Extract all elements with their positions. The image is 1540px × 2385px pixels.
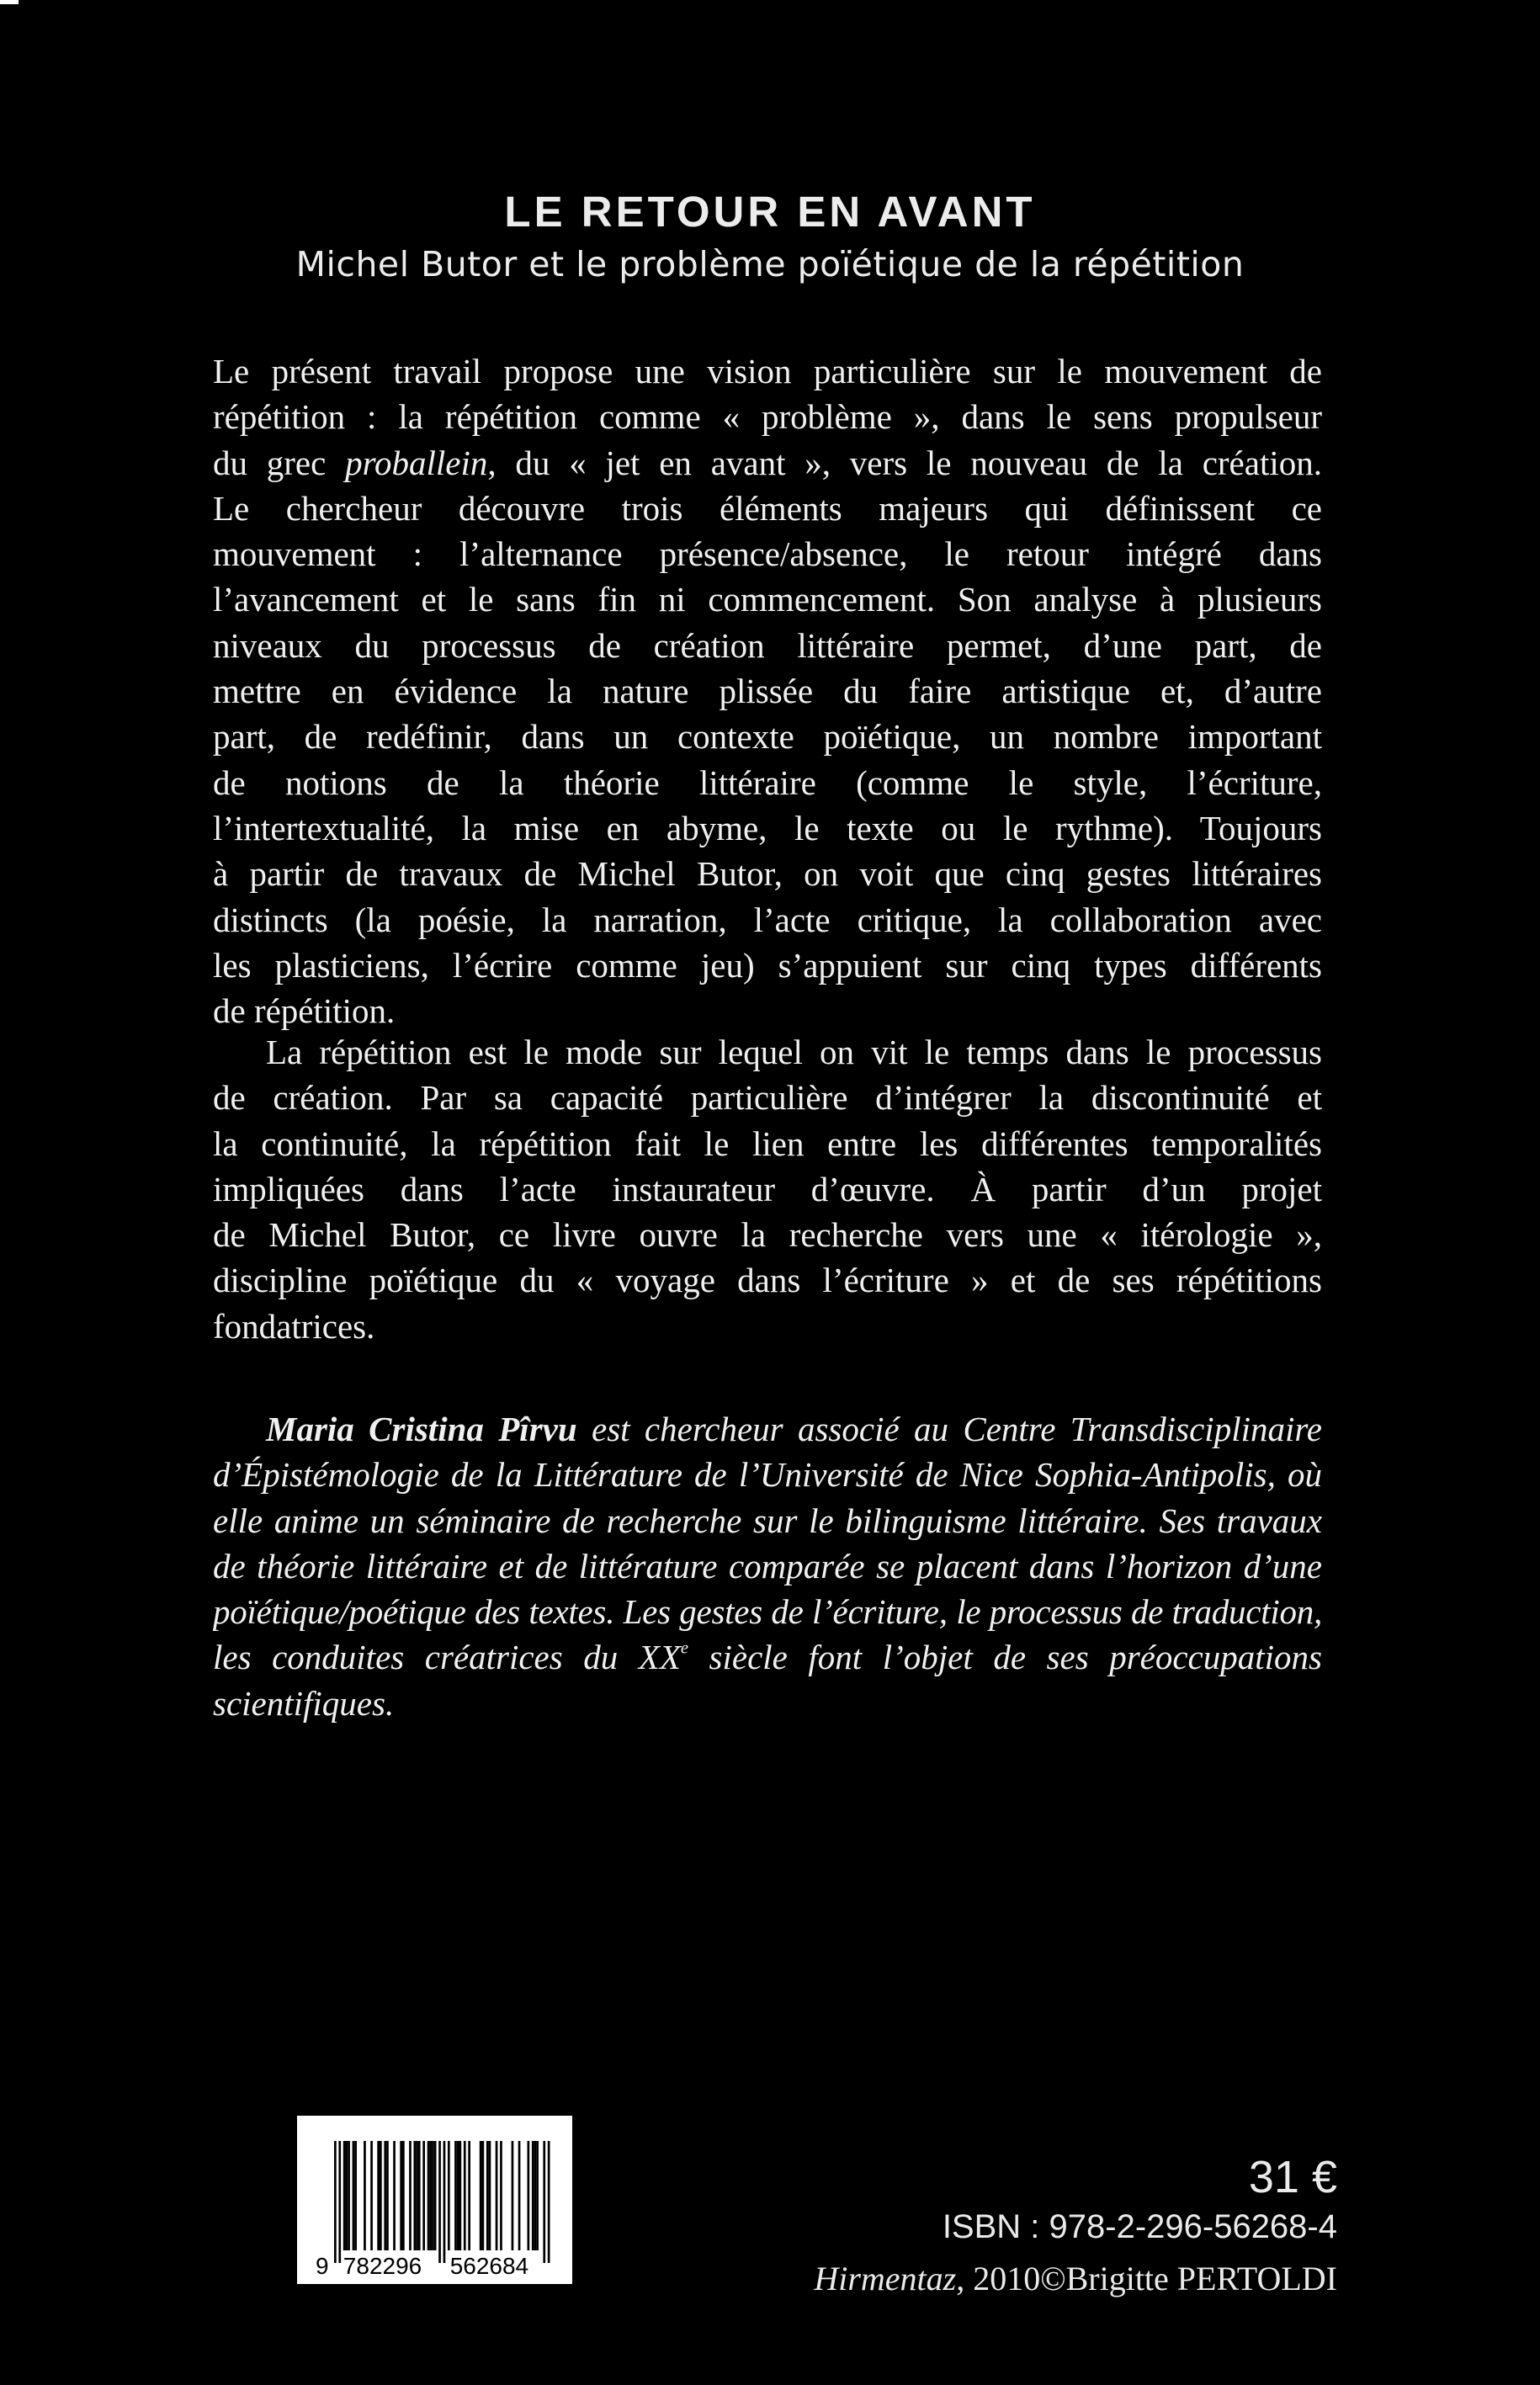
- barcode-bar: [418, 2141, 421, 2250]
- barcode-bar: [457, 2141, 459, 2250]
- barcode-bar: [334, 2141, 337, 2263]
- barcode-bar: [443, 2141, 446, 2263]
- barcode-digits: 9: [316, 2253, 329, 2279]
- barcode-digits: 782296: [343, 2253, 422, 2279]
- barcode-bar: [393, 2141, 396, 2250]
- author-name: Maria Cristina Pîrvu: [266, 1410, 577, 1448]
- text-segment: siècle font l’objet de ses préoccupations: [688, 1638, 1322, 1677]
- text-segment: La répétition est le mode sur lequel on vit le temps dans le processus: [266, 1033, 1322, 1071]
- barcode-bar: [528, 2141, 530, 2250]
- text-line: [213, 1075, 1322, 1120]
- book-title: LE RETOUR EN AVANT: [504, 188, 1036, 236]
- isbn-number: ISBN : 978-2-296-56268-4: [942, 2208, 1337, 2245]
- text-line: [213, 943, 1322, 988]
- text-line: [213, 576, 1322, 622]
- isbn-barcode: [297, 2116, 572, 2284]
- text-line: [213, 805, 1322, 851]
- barcode-bar: [427, 2141, 430, 2250]
- text-line: [213, 1121, 1322, 1166]
- barcode-bars: [297, 2116, 572, 2284]
- barcode-bar: [482, 2141, 485, 2250]
- text-segment: les conduites créatrices du XX: [213, 1638, 681, 1677]
- barcode-bar: [338, 2141, 341, 2263]
- text-segment: fondatrices.: [213, 1306, 375, 1346]
- barcode-bar: [402, 2141, 405, 2250]
- text-segment: la continuité, la répétition fait le lien entre les différentes temporalités: [213, 1123, 1322, 1163]
- text-line: [213, 1589, 1322, 1634]
- text-line: [213, 1452, 1322, 1497]
- text-line: [213, 760, 1322, 805]
- barcode-bar: [468, 2141, 470, 2250]
- barcode-bar: [354, 2141, 357, 2250]
- text-segment: , du « jet en avant », vers le nouveau de la création.: [487, 443, 1322, 482]
- text-line: [213, 851, 1322, 896]
- barcode-bar: [380, 2141, 382, 2250]
- summary-paragraph-1: [213, 348, 1322, 1033]
- barcode-bar: [386, 2141, 389, 2250]
- text-segment: scientifiques.: [213, 1683, 395, 1723]
- barcode-bar: [429, 2141, 432, 2250]
- text-segment: l’avancement et le sans fin ni commencement. Son analyse à plusieurs: [213, 580, 1322, 619]
- barcode-bar: [422, 2141, 425, 2250]
- barcode-bar: [536, 2141, 539, 2250]
- price: 31 €: [1248, 2152, 1337, 2202]
- text-line: [213, 1681, 1322, 1726]
- text-segment: de notions de la théorie littéraire (comme le style, l’écriture,: [213, 762, 1322, 802]
- italic-term: proballein: [345, 443, 488, 482]
- barcode-bar: [377, 2141, 380, 2250]
- barcode-bar: [518, 2141, 521, 2250]
- text-segment: part, de redéfinir, dans un contexte poïétique, un nombre important: [213, 717, 1322, 757]
- barcode-bar: [346, 2141, 348, 2250]
- barcode-bar: [348, 2141, 350, 2250]
- text-line: [213, 897, 1322, 943]
- barcode-bar: [432, 2141, 434, 2250]
- text-line: [213, 1029, 1322, 1075]
- text-line: [213, 668, 1322, 714]
- text-segment: à partir de travaux de Michel Butor, on voit que cinq gestes littéraires: [213, 854, 1322, 894]
- text-segment: niveaux du processus de création littéraire permet, d’une part, de: [213, 625, 1322, 665]
- barcode-bar: [486, 2141, 489, 2250]
- barcode-bar: [454, 2141, 457, 2250]
- text-segment: discipline poïétique du « voyage dans l’écriture » et de ses répétitions: [213, 1261, 1322, 1300]
- barcode-bar: [548, 2141, 550, 2263]
- barcode-bar: [409, 2141, 412, 2250]
- cover-photo-credit: [814, 2259, 1337, 2298]
- barcode-bar: [480, 2141, 482, 2250]
- barcode-bar: [343, 2141, 346, 2250]
- barcode-digits: 562684: [449, 2253, 529, 2279]
- author-bio: [213, 1406, 1322, 1726]
- text-segment: d’Épistémologie de la Littérature de l’Université de Nice Sophia-Antipolis, où: [213, 1455, 1322, 1495]
- barcode-bar: [384, 2141, 386, 2250]
- book-subtitle: Michel Butor et le problème poïétique de la répétition: [295, 244, 1245, 284]
- summary-paragraph-2: [213, 1029, 1322, 1349]
- text-line: [213, 1406, 1322, 1452]
- text-line: [213, 531, 1322, 576]
- barcode-bar: [500, 2141, 502, 2250]
- barcode-bar: [414, 2141, 417, 2250]
- barcode-bar: [438, 2141, 441, 2263]
- barcode-bar: [364, 2141, 366, 2250]
- text-line: [213, 440, 1322, 486]
- text-line: [213, 1634, 1322, 1680]
- text-line: [213, 1498, 1322, 1543]
- text-line: [213, 988, 1322, 1033]
- text-line: [213, 486, 1322, 531]
- text-segment: e: [680, 1639, 688, 1659]
- text-segment: poïétique/poétique des textes. Les gestes de l’écriture, le processus de traduction,: [213, 1592, 1322, 1632]
- text-line: [213, 1166, 1322, 1212]
- barcode-bar: [416, 2141, 418, 2250]
- barcode-bar: [489, 2141, 491, 2250]
- text-segment: répétition : la répétition comme « problème », dans le sens propulseur: [213, 397, 1322, 437]
- barcode-bar: [370, 2141, 373, 2250]
- text-segment: Le chercheur découvre trois éléments majeurs qui définissent ce: [213, 488, 1322, 528]
- text-segment: mettre en évidence la nature plissée du faire artistique et, d’autre: [213, 672, 1322, 711]
- text-segment: du grec: [213, 443, 346, 482]
- text-segment: Le présent travail propose une vision particulière sur le mouvement de: [213, 352, 1322, 390]
- credit-place: Hirmentaz: [814, 2260, 957, 2297]
- corner-crop-mark: [0, 0, 19, 4]
- barcode-bar: [459, 2141, 462, 2250]
- text-segment: de répétition.: [213, 991, 396, 1031]
- text-segment: l’intertextualité, la mise en abyme, le texte ou le rythme). Toujours: [213, 808, 1322, 847]
- text-segment: mouvement : l’alternance présence/absence, le retour intégré dans: [213, 534, 1322, 574]
- barcode-bar: [532, 2141, 534, 2250]
- text-line: [213, 394, 1322, 439]
- text-segment: de Michel Butor, ce livre ouvre la recherche vers une « itérologie »,: [213, 1215, 1322, 1255]
- barcode-bar: [543, 2141, 545, 2263]
- text-segment: les plasticiens, l’écrire comme jeu) s’appuient sur cinq types différents: [213, 945, 1322, 985]
- text-line: [213, 1212, 1322, 1257]
- text-segment: elle anime un séminaire de recherche sur le bilinguisme littéraire. Ses travaux: [213, 1501, 1322, 1540]
- barcode-bar: [434, 2141, 437, 2250]
- text-segment: est chercheur associé au Centre Transdisciplinaire: [576, 1410, 1322, 1448]
- barcode-bar: [534, 2141, 537, 2250]
- barcode-bar: [400, 2141, 402, 2250]
- barcode-bar: [448, 2141, 450, 2250]
- text-segment: impliquées dans l’acte instaurateur d’œuvre. À partir d’un projet: [213, 1169, 1322, 1208]
- text-line: [213, 714, 1322, 759]
- credit-text: , 2010©Brigitte PERTOLDI: [956, 2260, 1337, 2297]
- text-segment: de création. Par sa capacité particulière d’intégrer la discontinuité et: [213, 1078, 1322, 1118]
- barcode-bar: [512, 2141, 514, 2250]
- text-segment: de théorie littéraire et de littérature comparée se placent dans l’horizon d’une: [213, 1546, 1322, 1586]
- barcode-bar: [353, 2141, 355, 2250]
- text-segment: distincts (la poésie, la narration, l’acte critique, la collaboration avec: [213, 900, 1322, 939]
- text-line: [213, 623, 1322, 668]
- barcode-bar: [464, 2141, 466, 2250]
- text-line: [213, 1257, 1322, 1303]
- text-line: [213, 1304, 1322, 1349]
- text-line: [213, 1543, 1322, 1589]
- barcode-bar: [496, 2141, 498, 2250]
- text-line: [213, 348, 1322, 394]
